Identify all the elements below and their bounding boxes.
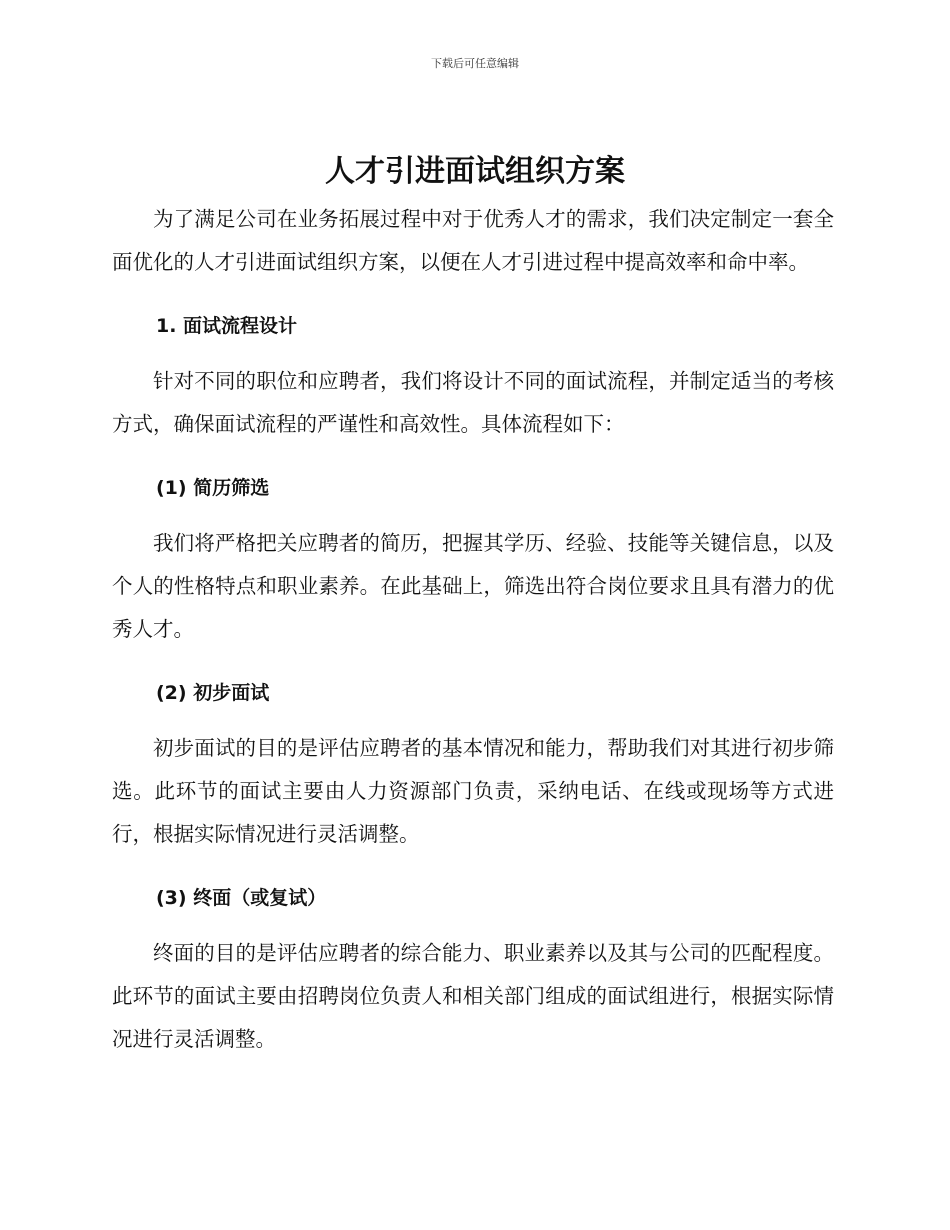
section-heading-initial-interview: (2) 初步面试 xyxy=(156,682,270,704)
section-heading-resume-screening: (1) 简历筛选 xyxy=(156,477,270,499)
section-heading-final-interview: (3) 终面（或复试） xyxy=(156,887,327,909)
section-paragraph-resume-screening: 我们将严格把关应聘者的简历，把握其学历、经验、技能等关键信息，以及个人的性格特点和职业素养。在此基础上，筛选出符合岗位要求且具有潜力的优秀人才。 xyxy=(112,531,834,641)
section-paragraph-final-interview: 终面的目的是评估应聘者的综合能力、职业素养以及其与公司的匹配程度。此环节的面试主要由招聘岗位负责人和相关部门组成的面试组进行，根据实际情况进行灵活调整。 xyxy=(112,941,834,1051)
section-paragraph-process-design: 针对不同的职位和应聘者，我们将设计不同的面试流程，并制定适当的考核方式，确保面试流程的严谨性和高效性。具体流程如下： xyxy=(112,369,834,436)
document-body xyxy=(112,198,834,1061)
section-heading-process-design: 1. 面试流程设计 xyxy=(156,315,298,337)
document-title: 人才引进面试组织方案 xyxy=(325,154,625,189)
intro-paragraph: 为了满足公司在业务拓展过程中对于优秀人才的需求，我们决定制定一套全面优化的人才引进面试组织方案，以便在人才引进过程中提高效率和命中率。 xyxy=(112,207,834,274)
section-paragraph-initial-interview: 初步面试的目的是评估应聘者的基本情况和能力，帮助我们对其进行初步筛选。此环节的面试主要由人力资源部门负责，采纳电话、在线或现场等方式进行，根据实际情况进行灵活调整。 xyxy=(112,736,834,846)
header-note: 下载后可任意编辑 xyxy=(431,57,519,70)
